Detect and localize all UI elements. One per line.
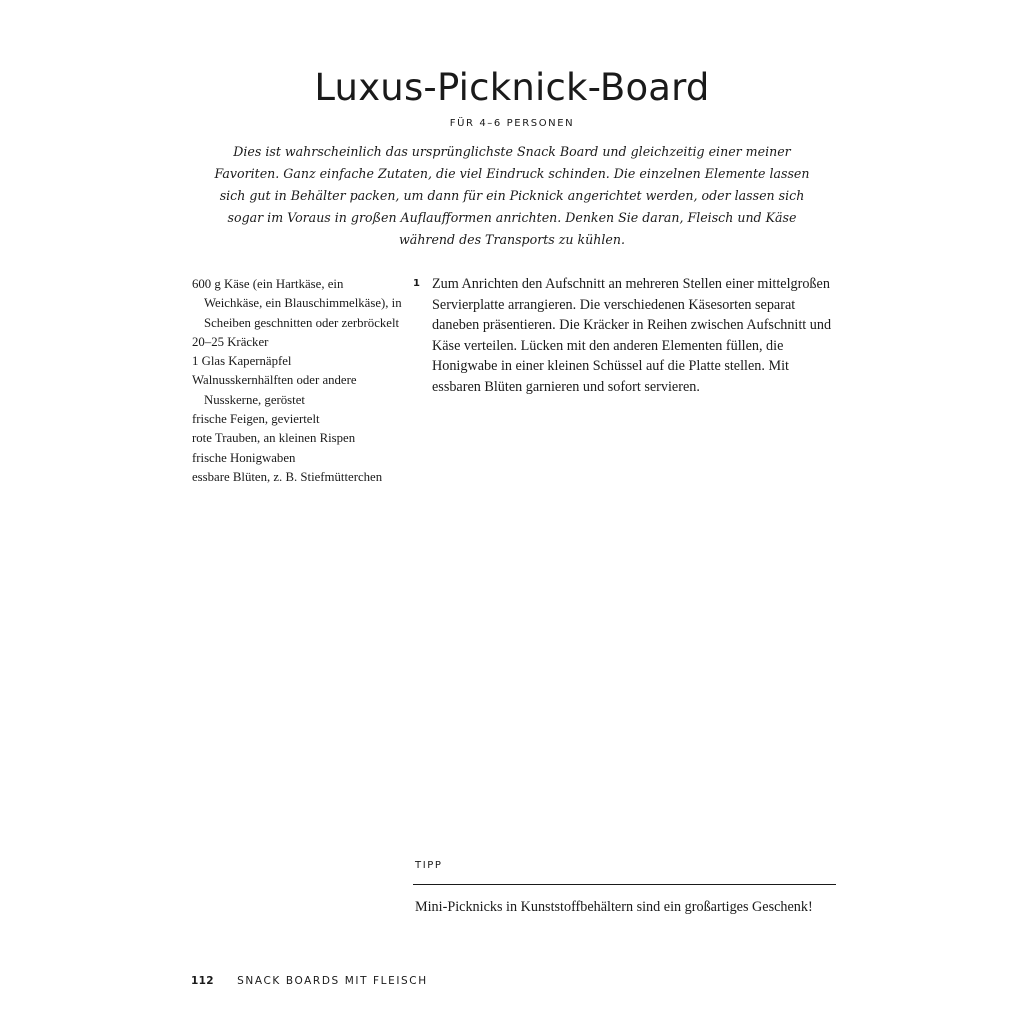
tip-heading: TIPP bbox=[415, 860, 443, 871]
page-number: 112 bbox=[191, 975, 214, 987]
step-number: 1 bbox=[413, 278, 420, 289]
section-name: SNACK BOARDS MIT FLEISCH bbox=[237, 975, 428, 987]
recipe-title: Luxus-Picknick-Board bbox=[314, 66, 710, 109]
tip-text: Mini-Picknicks in Kunststoffbehältern sind ein großartiges Geschenk! bbox=[415, 899, 813, 915]
servings-label: FÜR 4–6 PERSONEN bbox=[449, 118, 575, 129]
ingredient-item: frische Honigwaben bbox=[192, 450, 296, 465]
step-text: Zum Anrichten den Aufschnitt an mehreren Stellen einer mittelgroßen Servierplatte arrangieren. Die verschiedenen Käsesorten separat daneben präsentieren. Die Kräcker in Reihen zwischen Aufschnitt und Käse verteilen. Lücken mit den anderen Elementen füllen, die Honigwabe in einer kleinen Schüssel auf die Platte stellen. Mit essbaren Blüten garnieren und sofort servieren. bbox=[432, 276, 832, 395]
ingredient-item: frische Feigen, geviertelt bbox=[192, 412, 320, 427]
ingredient-list bbox=[192, 275, 402, 487]
ingredient-item: essbare Blüten, z. B. Stiefmütterchen bbox=[192, 469, 383, 484]
instruction-step bbox=[413, 274, 838, 397]
instruction-steps bbox=[413, 274, 838, 397]
page-footer bbox=[191, 974, 428, 988]
recipe-intro: Dies ist wahrscheinlich das ursprünglichste Snack Board und gleichzeitig einer meiner Favoriten. Ganz einfache Zutaten, die viel Eindruck schinden. Die einzelnen Elemente lassen sich gut in Behälter packen, um dann für ein Picknick angerichtet werden, oder lassen sich sogar im Voraus in großen Auflaufformen anrichten. Denken Sie daran, Fleisch und Käse während des Transports zu kühlen. bbox=[214, 144, 810, 247]
ingredient-item: 1 Glas Kapernäpfel bbox=[192, 354, 292, 369]
ingredient-item: 20–25 Kräcker bbox=[192, 334, 269, 349]
ingredient-item: Walnusskernhälften oder andere Nusskerne, geröstet bbox=[192, 373, 357, 407]
ingredient-item: rote Trauben, an kleinen Rispen bbox=[192, 431, 356, 446]
ingredient-item: 600 g Käse (ein Hartkäse, ein Weichkäse, ein Blauschimmelkäse), in Scheiben geschnitten oder zerbröckelt bbox=[192, 277, 402, 330]
tip-divider bbox=[413, 884, 836, 885]
